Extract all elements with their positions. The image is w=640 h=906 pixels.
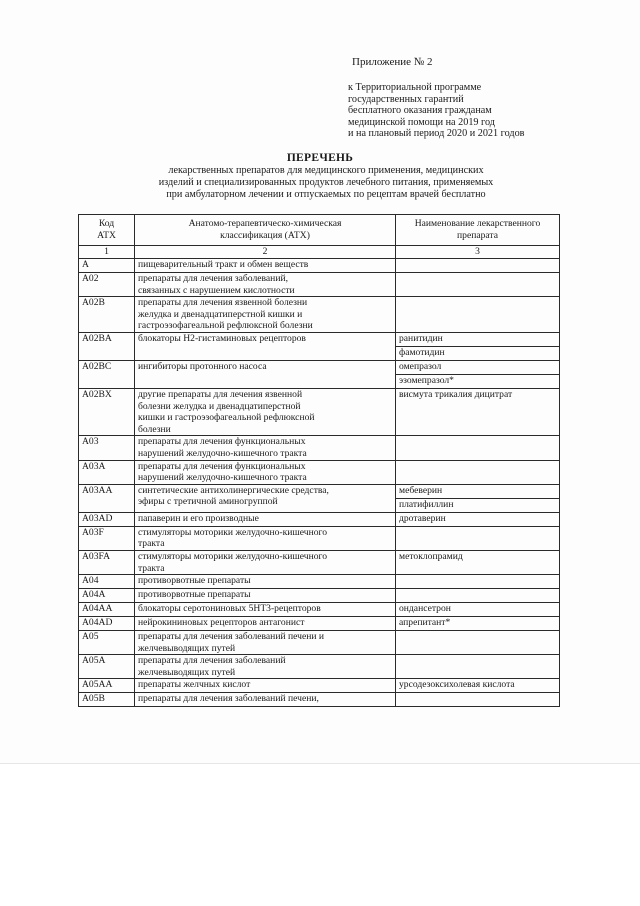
subtitle-line: лекарственных препаратов для медицинского применения, медицинских bbox=[168, 165, 484, 176]
classification-line: препараты для лечения язвенной болезни bbox=[138, 297, 308, 309]
classification-line: болезни bbox=[138, 423, 171, 435]
classification-line: нарушений желудочно-кишечного тракта bbox=[138, 447, 307, 459]
table-row bbox=[79, 575, 560, 589]
drug-name-cell bbox=[396, 550, 560, 574]
classification-line: нарушений желудочно-кишечного тракта bbox=[138, 472, 307, 484]
drug-name-cell bbox=[396, 631, 560, 655]
atc-code-cell: A bbox=[79, 259, 135, 273]
drug-name-cell bbox=[396, 512, 560, 526]
table-row bbox=[79, 332, 560, 360]
classification-line: пищеварительный тракт и обмен веществ bbox=[138, 259, 309, 270]
table-row bbox=[79, 273, 560, 297]
drug-name bbox=[396, 259, 559, 272]
classification-line: препараты для лечения функциональных bbox=[138, 436, 306, 448]
drug-name: мебеверин bbox=[399, 484, 443, 496]
column-number-row bbox=[79, 246, 560, 259]
drug-name bbox=[396, 461, 559, 474]
classification-line: препараты для лечения заболеваний, bbox=[138, 273, 288, 284]
drug-list-table bbox=[78, 214, 560, 707]
subtitle-line: изделий и специализированных продуктов лечебного питания, применяемых bbox=[158, 176, 494, 188]
atc-code-cell: A02 bbox=[79, 273, 135, 297]
drug-name-cell bbox=[396, 575, 560, 589]
classification-line: препараты для лечения заболеваний печени, bbox=[138, 693, 319, 705]
appendix-line: государственных гарантий bbox=[348, 93, 464, 105]
atc-classification-cell bbox=[135, 360, 396, 388]
classification-line: препараты для лечения заболеваний bbox=[138, 655, 286, 667]
drug-name: ранитидин bbox=[399, 332, 443, 344]
drug-name-cell bbox=[396, 617, 560, 631]
appendix-line: и на плановый период 2020 и 2021 годов bbox=[348, 128, 525, 140]
atc-code-cell: A02BX bbox=[79, 388, 135, 435]
drug-name-cell bbox=[396, 332, 560, 360]
drug-name: платифиллин bbox=[396, 498, 559, 512]
table-row bbox=[79, 693, 560, 707]
classification-line: стимуляторы моторики желудочно-кишечного bbox=[138, 550, 328, 562]
atc-code-cell: A05AA bbox=[79, 679, 135, 693]
classification-line: тракта bbox=[138, 562, 165, 574]
atc-classification-cell bbox=[135, 679, 396, 693]
drug-name bbox=[396, 589, 559, 602]
drug-name-cell bbox=[396, 526, 560, 550]
header-drug-name: Наименование лекарственного препарата bbox=[396, 215, 560, 246]
appendix-reference bbox=[348, 82, 524, 140]
drug-name: эзомепразол* bbox=[396, 374, 559, 388]
drug-name-cell bbox=[396, 297, 560, 333]
atc-classification-cell bbox=[135, 388, 396, 435]
classification-line: эфиры с третичной аминогруппой bbox=[138, 496, 278, 508]
classification-line: желчевыводящих путей bbox=[138, 666, 236, 678]
drug-name-cell bbox=[396, 589, 560, 603]
drug-name-cell bbox=[396, 679, 560, 693]
drug-name: апрепитант* bbox=[399, 617, 451, 629]
atc-classification-cell bbox=[135, 575, 396, 589]
drug-name bbox=[396, 527, 559, 540]
drug-name: висмута трикалия дицитрат bbox=[399, 388, 513, 400]
atc-classification-cell bbox=[135, 436, 396, 460]
classification-line: кишки и гастроэзофагеальной рефлюксной bbox=[138, 412, 315, 424]
column-number: 2 bbox=[135, 246, 396, 259]
atc-classification-cell bbox=[135, 603, 396, 617]
atc-code-cell: A05 bbox=[79, 631, 135, 655]
atc-classification-cell bbox=[135, 693, 396, 707]
drug-name-cell bbox=[396, 603, 560, 617]
table-row bbox=[79, 550, 560, 574]
subtitle-line: при амбулаторном лечении и отпускаемых по рецептам врачей бесплатно bbox=[166, 188, 486, 200]
drug-name bbox=[396, 575, 559, 588]
appendix-line: к Территориальной программе bbox=[348, 82, 482, 93]
drug-name-cell bbox=[396, 436, 560, 460]
atc-code-cell: A03FA bbox=[79, 550, 135, 574]
atc-code-cell: A04 bbox=[79, 575, 135, 589]
classification-line: желчевыводящих путей bbox=[138, 642, 236, 654]
drug-name-cell bbox=[396, 273, 560, 297]
atc-classification-cell bbox=[135, 332, 396, 360]
column-number: 1 bbox=[79, 246, 135, 259]
classification-line: блокаторы Н2-гистаминовых рецепторов bbox=[138, 332, 306, 344]
atc-classification-cell bbox=[135, 297, 396, 333]
drug-name: ондансетрон bbox=[399, 603, 451, 615]
table-row bbox=[79, 655, 560, 679]
table-row bbox=[79, 589, 560, 603]
drug-name bbox=[396, 436, 559, 449]
atc-code-cell: A02BC bbox=[79, 360, 135, 388]
atc-classification-cell bbox=[135, 526, 396, 550]
drug-name: метоклопрамид bbox=[399, 550, 463, 562]
table-row bbox=[79, 617, 560, 631]
drug-name-cell bbox=[396, 259, 560, 273]
classification-line: блокаторы серотониновых 5НТ3-рецепторов bbox=[138, 603, 321, 615]
atc-classification-cell bbox=[135, 273, 396, 297]
table-row bbox=[79, 526, 560, 550]
table-row bbox=[79, 297, 560, 333]
atc-code-cell: A03A bbox=[79, 460, 135, 484]
classification-line: противорвотные препараты bbox=[138, 575, 251, 587]
atc-classification-cell bbox=[135, 484, 396, 512]
classification-line: другие препараты для лечения язвенной bbox=[138, 388, 303, 400]
drug-name-cell bbox=[396, 460, 560, 484]
table-row bbox=[79, 631, 560, 655]
atc-classification-cell bbox=[135, 617, 396, 631]
blank-margin bbox=[0, 763, 640, 906]
atc-classification-cell bbox=[135, 512, 396, 526]
table-header-row bbox=[79, 215, 560, 246]
drug-name bbox=[396, 297, 559, 310]
atc-code-cell: A03AD bbox=[79, 512, 135, 526]
drug-name: дротаверин bbox=[399, 512, 446, 524]
classification-line: нейрокининовых рецепторов антагонист bbox=[138, 617, 305, 629]
atc-classification-cell bbox=[135, 631, 396, 655]
drug-name-cell bbox=[396, 360, 560, 388]
classification-line: папаверин и его производные bbox=[138, 512, 259, 524]
drug-name: фамотидин bbox=[396, 346, 559, 360]
appendix-label: Приложение № 2 bbox=[352, 56, 433, 68]
drug-name-cell bbox=[396, 484, 560, 512]
table-body bbox=[79, 259, 560, 707]
atc-code-cell: A02BA bbox=[79, 332, 135, 360]
appendix-line: медицинской помощи на 2019 год bbox=[348, 116, 495, 128]
classification-line: желудка и двенадцатиперстной кишки и bbox=[138, 308, 303, 320]
drug-name-cell bbox=[396, 655, 560, 679]
appendix-line: бесплатного оказания гражданам bbox=[348, 105, 492, 117]
table-row bbox=[79, 603, 560, 617]
drug-name: омепразол bbox=[399, 360, 442, 372]
table-row bbox=[79, 484, 560, 512]
header-atc-code: Код АТХ bbox=[79, 215, 135, 246]
drug-name bbox=[396, 273, 559, 286]
header-atc-classification: Анатомо-терапевтическо-химическая классификация (АТХ) bbox=[135, 215, 396, 246]
atc-classification-cell bbox=[135, 655, 396, 679]
atc-code-cell: A03AA bbox=[79, 484, 135, 512]
table-row bbox=[79, 388, 560, 435]
document-title: ПЕРЕЧЕНЬ bbox=[286, 152, 354, 164]
atc-classification-cell bbox=[135, 589, 396, 603]
table-row bbox=[79, 360, 560, 388]
atc-code-cell: A04AD bbox=[79, 617, 135, 631]
drug-name bbox=[396, 631, 559, 644]
classification-line: препараты для лечения функциональных bbox=[138, 460, 306, 472]
classification-line: препараты желчных кислот bbox=[138, 679, 251, 691]
atc-code-cell: A05A bbox=[79, 655, 135, 679]
atc-classification-cell bbox=[135, 259, 396, 273]
atc-code-cell: A03F bbox=[79, 526, 135, 550]
atc-classification-cell bbox=[135, 460, 396, 484]
classification-line: тракта bbox=[138, 538, 165, 550]
classification-line: болезни желудка и двенадцатиперстной bbox=[138, 400, 301, 412]
table-row bbox=[79, 512, 560, 526]
classification-line: стимуляторы моторики желудочно-кишечного bbox=[138, 526, 328, 538]
classification-line: синтетические антихолинергические средства, bbox=[138, 484, 329, 496]
atc-classification-cell bbox=[135, 550, 396, 574]
classification-line: ингибиторы протонного насоса bbox=[138, 360, 267, 372]
atc-code-cell: A02B bbox=[79, 297, 135, 333]
classification-line: связанных с нарушением кислотности bbox=[138, 284, 295, 296]
atc-code-cell: A03 bbox=[79, 436, 135, 460]
column-number: 3 bbox=[396, 246, 560, 259]
drug-name bbox=[396, 655, 559, 668]
table-row bbox=[79, 679, 560, 693]
classification-line: препараты для лечения заболеваний печени и bbox=[138, 631, 325, 643]
atc-code-cell: A04A bbox=[79, 589, 135, 603]
atc-code-cell: A05B bbox=[79, 693, 135, 707]
atc-code-cell: A04AA bbox=[79, 603, 135, 617]
table-row bbox=[79, 436, 560, 460]
table-row bbox=[79, 259, 560, 273]
classification-line: противорвотные препараты bbox=[138, 589, 251, 601]
table-row bbox=[79, 460, 560, 484]
classification-line: гастроэзофагеальной рефлюксной болезни bbox=[138, 320, 313, 332]
drug-name-cell bbox=[396, 388, 560, 435]
drug-name bbox=[396, 693, 559, 706]
drug-name-cell bbox=[396, 693, 560, 707]
drug-name: урсодезоксихолевая кислота bbox=[399, 679, 515, 691]
document-subtitle bbox=[96, 165, 556, 200]
